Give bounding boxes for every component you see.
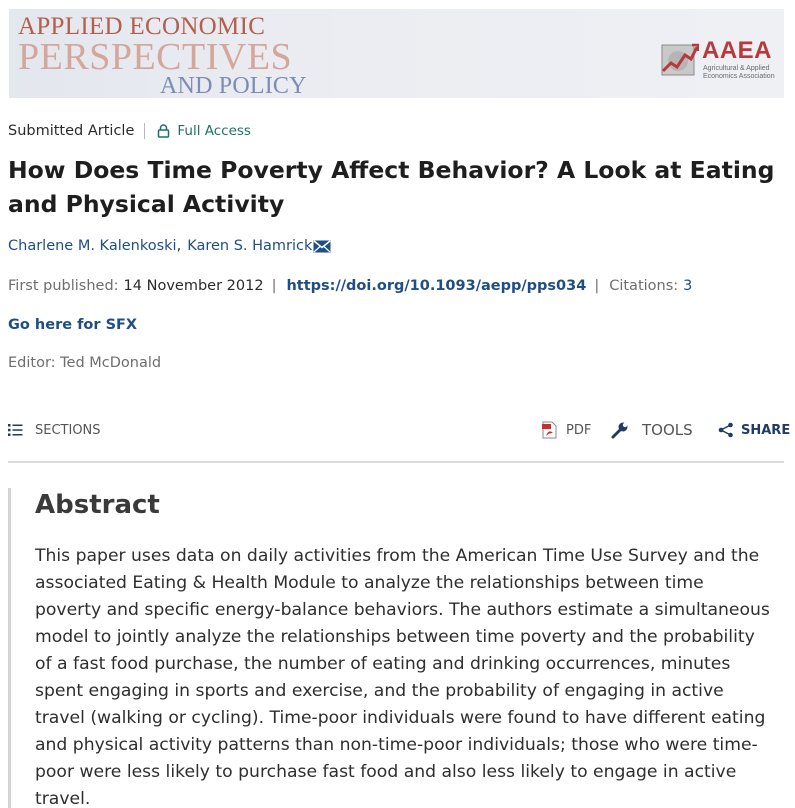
pdf-label: PDF [566, 422, 592, 438]
publication-info [8, 278, 692, 294]
article-type: Submitted Article [8, 123, 135, 139]
wrench-icon [610, 420, 630, 440]
globe-chart-icon [661, 41, 699, 79]
divider [144, 123, 145, 139]
pdf-icon [542, 421, 557, 439]
abstract-heading: Abstract [35, 490, 160, 520]
mail-icon[interactable] [313, 240, 331, 253]
share-button[interactable] [718, 419, 790, 441]
first-published-label: First published: [8, 278, 119, 294]
share-icon [718, 422, 734, 438]
aaea-logo-subtitle: Agricultural & Applied Economics Association [703, 65, 775, 80]
abstract-accent-bar [8, 488, 11, 808]
abstract-body: This paper uses data on daily activities from the American Time Use Survey and the associated Eating & Health Module to analyze the relationships between time poverty and specific energy-balance behaviors. The authors estimate a simultaneous model to jointly analyze the relationships between time poverty and the probability of a fast food purchase, the number of eating and drinking occurrences, minutes spent engaging in sports and exercise, and the probability of engaging in active travel (walking or cycling). Time-poor individuals were found to have different eating and physical activity patterns than non-time-poor individuals; those who were time-poor were less likely to purchase fast food and also less likely to engage in active travel. [35, 546, 770, 808]
article-title: How Does Time Poverty Affect Behavior? A Look at Eating and Physical Activity [8, 156, 775, 218]
journal-title-line2: PERSPECTIVES [18, 36, 293, 78]
aaea-logo-text: AAEA [702, 37, 773, 64]
journal-banner[interactable] [9, 9, 784, 98]
divider [8, 461, 784, 463]
journal-title-line1: APPLIED ECONOMIC [18, 13, 266, 40]
aaea-logo[interactable] [661, 39, 781, 85]
divider: | [271, 278, 277, 294]
journal-title-line3: AND POLICY [160, 73, 307, 98]
author-link[interactable]: Karen S. Hamrick [187, 238, 313, 254]
tools-label: TOOLS [642, 421, 693, 439]
list-icon [8, 423, 23, 437]
sections-button[interactable] [8, 419, 101, 441]
citations-label: Citations: [609, 278, 679, 294]
article-toolbar [8, 419, 791, 443]
divider: | [594, 278, 600, 294]
lock-icon [157, 124, 170, 138]
author-separator: , [176, 238, 182, 254]
citations-count-link[interactable]: 3 [683, 278, 693, 294]
sfx-link[interactable]: Go here for SFX [8, 317, 138, 333]
share-label: SHARE [741, 422, 791, 438]
article-meta-row [8, 121, 251, 141]
tools-button[interactable] [610, 419, 693, 441]
doi-link[interactable]: https://doi.org/10.1093/aepp/pps034 [286, 278, 587, 294]
author-list [8, 238, 331, 254]
first-published-date: 14 November 2012 [123, 278, 264, 294]
access-badge: Full Access [177, 123, 251, 139]
sections-label: SECTIONS [35, 422, 101, 438]
editor-info: Editor: Ted McDonald [8, 355, 162, 371]
pdf-button[interactable] [542, 419, 591, 441]
author-link[interactable]: Charlene M. Kalenkoski [8, 238, 177, 254]
